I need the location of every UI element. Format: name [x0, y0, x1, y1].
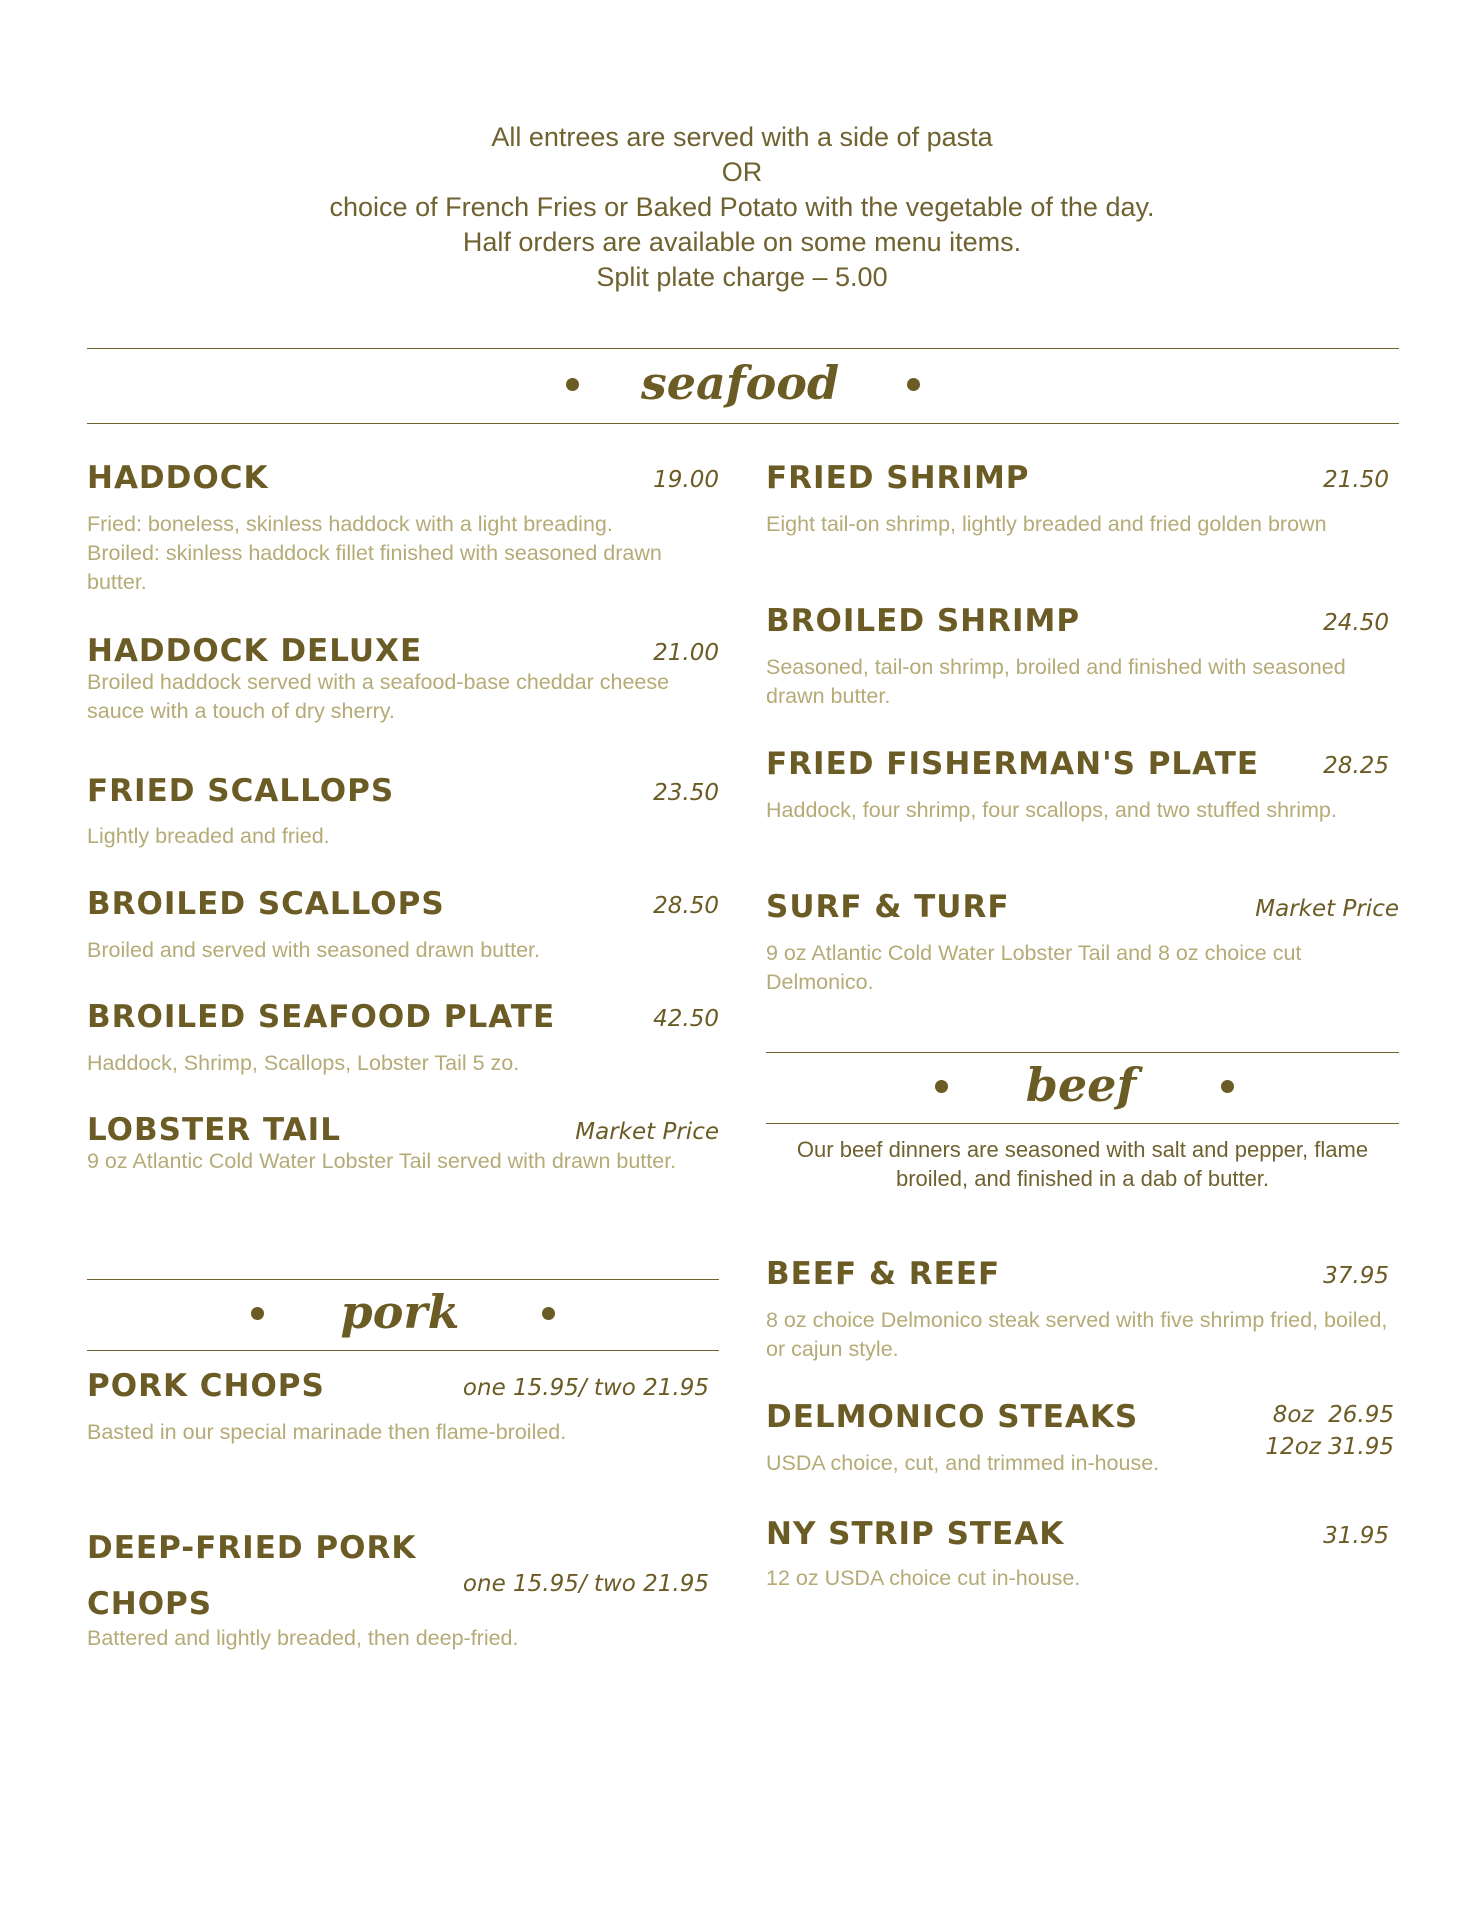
item-price: 28.25	[1323, 753, 1389, 779]
item-price: one 15.95/ two 21.95	[462, 1571, 709, 1597]
price-8oz: 8oz 26.95	[1272, 1402, 1394, 1428]
item-name: SURF & TURF	[766, 889, 1010, 925]
item-description: Fried: boneless, skinless haddock with a light breading. Broiled: skinless haddock fillet finished with seasoned drawn butter.	[87, 512, 662, 594]
item-price: 37.95	[1323, 1263, 1389, 1289]
item-name: BROILED SHRIMP	[766, 603, 1081, 639]
item-price	[1265, 1399, 1394, 1463]
seafood-section-header	[87, 348, 1399, 424]
item-name: BEEF & REEF	[766, 1256, 1001, 1292]
item-name: HADDOCK	[87, 460, 269, 496]
item-price: 24.50	[1323, 610, 1389, 636]
item-description: Haddock, Shrimp, Scallops, Lobster Tail 5 zo.	[87, 1051, 520, 1075]
bullet-dot	[907, 378, 920, 391]
intro-line: Split plate charge – 5.00	[596, 262, 888, 292]
item-description: 8 oz choice Delmonico steak served with five shrimp fried, boiled, or cajun style.	[766, 1308, 1388, 1361]
item-name: BROILED SCALLOPS	[87, 886, 445, 922]
bullet-dot	[935, 1080, 948, 1093]
beef-note: Our beef dinners are seasoned with salt and pepper, flame broiled, and finished in a dab of butter.	[796, 1137, 1369, 1191]
item-description: Lightly breaded and fried.	[87, 824, 330, 848]
item-description: Battered and lightly breaded, then deep-fried.	[87, 1626, 519, 1650]
item-price: 42.50	[653, 1006, 719, 1032]
item-name: PORK CHOPS	[87, 1368, 325, 1404]
item-name: BROILED SEAFOOD PLATE	[87, 999, 556, 1035]
item-price: 19.00	[653, 467, 719, 493]
price-12oz: 12oz 31.95	[1265, 1434, 1394, 1460]
item-description: Broiled haddock served with a seafood-base cheddar cheese sauce with a touch of dry sherry.	[87, 670, 670, 723]
section-title-pork: pork	[340, 1285, 460, 1339]
beef-section-header	[766, 1052, 1399, 1124]
item-price: Market Price	[1255, 896, 1399, 922]
item-description: Seasoned, tail-on shrimp, broiled and finished with seasoned drawn butter.	[766, 655, 1346, 708]
item-name: FRIED SHRIMP	[766, 460, 1030, 496]
item-description: 9 oz Atlantic Cold Water Lobster Tail and 8 oz choice cut Delmonico.	[766, 941, 1302, 994]
bullet-dot	[566, 378, 579, 391]
intro-line: choice of French Fries or Baked Potato with the vegetable of the day.	[329, 192, 1155, 222]
item-name: NY STRIP STEAK	[766, 1516, 1065, 1552]
item-description: Haddock, four shrimp, four scallops, and two stuffed shrimp.	[766, 798, 1337, 822]
intro-line: OR	[721, 157, 763, 187]
section-title-beef: beef	[1025, 1058, 1137, 1112]
item-name: LOBSTER TAIL	[87, 1112, 341, 1148]
item-price: 23.50	[653, 780, 719, 806]
bullet-dot	[542, 1307, 555, 1320]
item-description: Eight tail-on shrimp, lightly breaded and fried golden brown	[766, 512, 1327, 536]
item-description: USDA choice, cut, and trimmed in-house.	[766, 1451, 1160, 1475]
item-description: 9 oz Atlantic Cold Water Lobster Tail served with drawn butter.	[87, 1149, 677, 1173]
item-name: DEEP-FRIED PORK CHOPS	[87, 1530, 417, 1622]
item-price: 28.50	[653, 893, 719, 919]
item-description: Basted in our special marinade then flame-broiled.	[87, 1420, 567, 1444]
bullet-dot	[251, 1307, 264, 1320]
menu-intro	[0, 120, 1484, 295]
item-name: FRIED SCALLOPS	[87, 773, 395, 809]
intro-line: All entrees are served with a side of pasta	[491, 122, 993, 152]
item-price: 21.00	[653, 640, 719, 666]
item-name: HADDOCK DELUXE	[87, 633, 423, 669]
item-price: Market Price	[575, 1119, 719, 1145]
item-price: 21.50	[1323, 467, 1389, 493]
intro-line: Half orders are available on some menu items.	[462, 227, 1022, 257]
item-price: one 15.95/ two 21.95	[462, 1375, 709, 1401]
item-description: 12 oz USDA choice cut in-house.	[766, 1566, 1081, 1590]
item-name: FRIED FISHERMAN'S PLATE	[766, 746, 1260, 782]
item-price: 31.95	[1323, 1523, 1389, 1549]
item-name: DELMONICO STEAKS	[766, 1399, 1139, 1435]
item-description: Broiled and served with seasoned drawn butter.	[87, 938, 540, 962]
section-title-seafood: seafood	[640, 356, 840, 410]
bullet-dot	[1221, 1080, 1234, 1093]
pork-section-header	[87, 1279, 719, 1351]
